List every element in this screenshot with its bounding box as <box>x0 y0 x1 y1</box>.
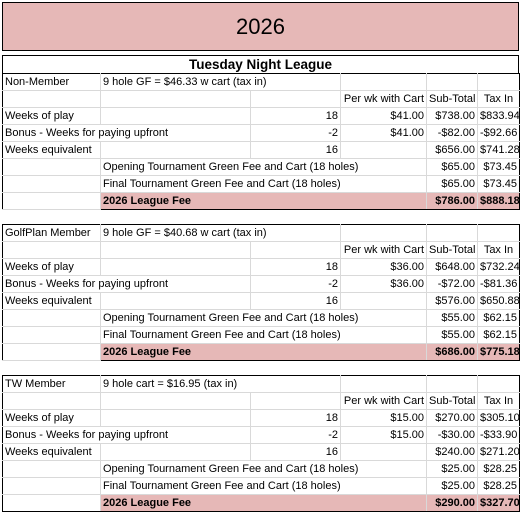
per-wk-cell[interactable]: $15.00 <box>341 427 427 444</box>
tax-in-cell[interactable]: $271.20 <box>478 444 520 461</box>
subtotal-cell[interactable]: $240.00 <box>427 444 478 461</box>
subtotal-cell[interactable]: $25.00 <box>427 478 478 495</box>
tax-in-cell[interactable]: $28.25 <box>478 461 520 478</box>
subtotal-cell[interactable]: $55.00 <box>427 327 478 344</box>
section-name-cell[interactable] <box>3 376 101 393</box>
weeks-equivalent-row <box>3 444 520 461</box>
league-fee-subtotal[interactable]: $686.00 <box>427 344 478 361</box>
league-fee-label[interactable]: 2026 League Fee <box>101 193 427 210</box>
subtotal-header[interactable]: Sub-Total <box>427 242 478 259</box>
section-header-row <box>3 74 520 91</box>
section-note-cell[interactable] <box>101 376 341 393</box>
league-title[interactable]: Tuesday Night League <box>2 55 519 73</box>
weeks-equivalent-row <box>3 293 520 310</box>
subtotal-cell[interactable]: $25.00 <box>427 461 478 478</box>
tax-in-cell[interactable]: $62.15 <box>478 327 520 344</box>
per-wk-cell[interactable]: $15.00 <box>341 410 427 427</box>
subtotal-cell[interactable]: $738.00 <box>427 108 478 125</box>
year-banner[interactable]: 2026 <box>2 2 519 51</box>
row-label[interactable]: Bonus - Weeks for paying upfront <box>3 427 251 444</box>
final-tournament-row <box>3 176 520 193</box>
subtotal-cell[interactable]: -$30.00 <box>427 427 478 444</box>
column-header-row <box>3 242 520 259</box>
section-header-row <box>3 225 520 242</box>
section-name-cell[interactable] <box>3 74 101 91</box>
opening-tournament-row <box>3 310 520 327</box>
tax-in-cell[interactable]: -$92.66 <box>478 125 520 142</box>
tax-in-header[interactable]: Tax In <box>478 242 520 259</box>
section-name-cell[interactable] <box>3 225 101 242</box>
subtotal-cell[interactable]: $648.00 <box>427 259 478 276</box>
section-spacer-row <box>3 210 520 225</box>
subtotal-cell[interactable]: -$72.00 <box>427 276 478 293</box>
row-label[interactable]: Weeks of play <box>3 259 101 276</box>
weeks-of-play-row <box>3 410 520 427</box>
tax-in-header[interactable]: Tax In <box>478 91 520 108</box>
subtotal-cell[interactable]: $656.00 <box>427 142 478 159</box>
fee-table-body <box>3 74 520 512</box>
subtotal-cell[interactable]: $65.00 <box>427 159 478 176</box>
row-label[interactable]: Final Tournament Green Fee and Cart (18 holes) <box>101 327 427 344</box>
qty-cell[interactable]: 16 <box>251 293 341 310</box>
row-label[interactable]: Weeks of play <box>3 410 101 427</box>
qty-cell[interactable]: -2 <box>251 276 341 293</box>
league-fee-subtotal[interactable]: $786.00 <box>427 193 478 210</box>
section-note: 9 hole cart = $16.95 (tax in) <box>103 378 238 390</box>
qty-cell[interactable]: 18 <box>251 410 341 427</box>
qty-cell[interactable]: 18 <box>251 259 341 276</box>
tax-in-cell[interactable]: $28.25 <box>478 478 520 495</box>
weeks-of-play-row <box>3 108 520 125</box>
section-spacer-row <box>3 361 520 376</box>
row-label[interactable]: Bonus - Weeks for paying upfront <box>3 125 251 142</box>
row-label[interactable]: Opening Tournament Green Fee and Cart (18 holes) <box>101 461 427 478</box>
section-note-cell[interactable] <box>101 225 341 242</box>
league-fee-tax-in[interactable]: $888.18 <box>478 193 520 210</box>
row-label[interactable]: Opening Tournament Green Fee and Cart (18 holes) <box>101 159 427 176</box>
tax-in-cell[interactable]: $833.94 <box>478 108 520 125</box>
section-note: 9 hole GF = $40.68 w cart (tax in) <box>103 227 267 239</box>
section-header-row <box>3 376 520 393</box>
row-label[interactable]: Weeks equivalent <box>3 142 101 159</box>
row-label[interactable]: Weeks of play <box>3 108 101 125</box>
qty-cell[interactable]: -2 <box>251 427 341 444</box>
fee-table <box>2 73 520 512</box>
tax-in-header[interactable]: Tax In <box>478 393 520 410</box>
tax-in-cell[interactable]: $741.28 <box>478 142 520 159</box>
league-fee-tax-in[interactable]: $327.70 <box>478 495 520 512</box>
spreadsheet <box>2 2 519 512</box>
tax-in-cell[interactable]: $73.45 <box>478 176 520 193</box>
per-wk-header[interactable]: Per wk with Cart <box>341 91 427 108</box>
tax-in-cell[interactable]: -$81.36 <box>478 276 520 293</box>
tax-in-cell[interactable]: -$33.90 <box>478 427 520 444</box>
column-header-row <box>3 91 520 108</box>
subtotal-cell[interactable]: $55.00 <box>427 310 478 327</box>
column-header-row <box>3 393 520 410</box>
per-wk-cell[interactable]: $36.00 <box>341 259 427 276</box>
tax-in-cell[interactable]: $62.15 <box>478 310 520 327</box>
bonus-row <box>3 125 520 142</box>
qty-cell[interactable]: 16 <box>251 444 341 461</box>
qty-cell[interactable]: 18 <box>251 108 341 125</box>
section-name: GolfPlan Member <box>5 227 91 239</box>
subtotal-header[interactable]: Sub-Total <box>427 393 478 410</box>
tax-in-cell[interactable]: $73.45 <box>478 159 520 176</box>
weeks-equivalent-row <box>3 142 520 159</box>
row-label[interactable]: Final Tournament Green Fee and Cart (18 holes) <box>101 478 427 495</box>
tax-in-cell[interactable]: $732.24 <box>478 259 520 276</box>
tax-in-cell[interactable]: $650.88 <box>478 293 520 310</box>
league-fee-row <box>3 193 520 210</box>
section-note: 9 hole GF = $46.33 w cart (tax in) <box>103 76 267 88</box>
bonus-row <box>3 427 520 444</box>
per-wk-header[interactable]: Per wk with Cart <box>341 242 427 259</box>
per-wk-header[interactable]: Per wk with Cart <box>341 393 427 410</box>
per-wk-cell[interactable]: $41.00 <box>341 125 427 142</box>
tax-in-cell[interactable]: $305.10 <box>478 410 520 427</box>
per-wk-cell[interactable]: $36.00 <box>341 276 427 293</box>
section-name: Non-Member <box>5 76 70 88</box>
subtotal-cell[interactable]: $576.00 <box>427 293 478 310</box>
per-wk-cell[interactable]: $41.00 <box>341 108 427 125</box>
league-fee-row <box>3 495 520 512</box>
row-label[interactable]: Weeks equivalent <box>3 293 101 310</box>
section-name: TW Member <box>5 378 66 390</box>
final-tournament-row <box>3 478 520 495</box>
league-fee-label[interactable]: 2026 League Fee <box>101 344 427 361</box>
subtotal-header[interactable]: Sub-Total <box>427 91 478 108</box>
row-label[interactable]: Opening Tournament Green Fee and Cart (18 holes) <box>101 310 427 327</box>
qty-cell[interactable]: -2 <box>251 125 341 142</box>
row-label[interactable]: Weeks equivalent <box>3 444 101 461</box>
section-note-cell[interactable] <box>101 74 341 91</box>
league-fee-subtotal[interactable]: $290.00 <box>427 495 478 512</box>
league-fee-row <box>3 344 520 361</box>
opening-tournament-row <box>3 461 520 478</box>
qty-cell[interactable]: 16 <box>251 142 341 159</box>
opening-tournament-row <box>3 159 520 176</box>
league-fee-label[interactable]: 2026 League Fee <box>101 495 427 512</box>
weeks-of-play-row <box>3 259 520 276</box>
bonus-row <box>3 276 520 293</box>
row-label[interactable]: Final Tournament Green Fee and Cart (18 holes) <box>101 176 427 193</box>
league-fee-tax-in[interactable]: $775.18 <box>478 344 520 361</box>
final-tournament-row <box>3 327 520 344</box>
subtotal-cell[interactable]: $65.00 <box>427 176 478 193</box>
subtotal-cell[interactable]: $270.00 <box>427 410 478 427</box>
subtotal-cell[interactable]: -$82.00 <box>427 125 478 142</box>
row-label[interactable]: Bonus - Weeks for paying upfront <box>3 276 251 293</box>
